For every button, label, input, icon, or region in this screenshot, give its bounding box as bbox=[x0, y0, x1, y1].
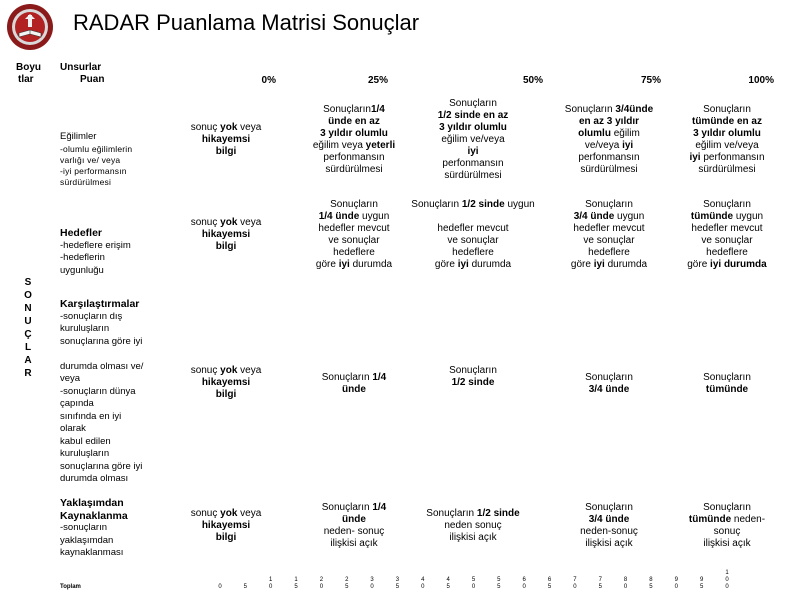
text-line: hedeflere bbox=[588, 247, 630, 258]
text-line: Sonuçların 1/4 bbox=[321, 372, 387, 383]
dimension-header-line1: Boyu bbox=[16, 62, 41, 73]
text-line: hikayemsi bbox=[201, 134, 251, 145]
cell-trends-25 bbox=[290, 104, 418, 176]
text-line: Sonuçların 1/2 sinde uygun bbox=[411, 199, 535, 210]
text-line: Sonuçların 1/2 sinde bbox=[426, 508, 520, 519]
text-line: eğilim veya yeterli bbox=[312, 140, 396, 151]
total-tick: 8 0 bbox=[623, 577, 628, 590]
total-tick: 1 0 bbox=[269, 577, 273, 590]
cell-trends-0 bbox=[178, 122, 274, 158]
text-line: olumlu eğilim bbox=[578, 128, 640, 139]
dimension-header-line2: tlar bbox=[18, 74, 34, 85]
text-line: tümünde bbox=[705, 384, 749, 395]
criterion-description bbox=[60, 311, 170, 486]
text-line: hikayemsi bbox=[201, 377, 251, 388]
text-line: göre iyi durumda bbox=[570, 259, 648, 270]
cell-approach-25 bbox=[290, 502, 418, 550]
cell-targets-75 bbox=[555, 199, 663, 271]
total-tick: 6 0 bbox=[522, 577, 526, 590]
total-tick: 3 5 bbox=[395, 577, 400, 590]
percent-75-header: 75% bbox=[640, 75, 661, 86]
text-line: bilgi bbox=[215, 532, 237, 543]
text-line: 3 yıldır olumlu bbox=[693, 128, 761, 139]
side-letter: N bbox=[24, 303, 32, 314]
text-line: kuruluşların bbox=[60, 448, 110, 459]
criterion-description bbox=[60, 240, 170, 278]
text-line: uygunluğu bbox=[60, 264, 104, 276]
text-line: hedefler mevcut bbox=[573, 223, 645, 234]
text-line: tümünde uygun bbox=[690, 211, 764, 222]
text-line: göre iyi durumda bbox=[315, 259, 393, 270]
cell-trends-50 bbox=[418, 98, 528, 182]
text-line: göre iyi durumda bbox=[687, 259, 767, 270]
total-tick: 7 0 bbox=[573, 577, 577, 590]
total-tick: 4 0 bbox=[421, 577, 425, 590]
total-tick: 0 bbox=[218, 584, 222, 590]
text-line: veya bbox=[60, 373, 81, 384]
text-line: -sonuçların dış bbox=[60, 310, 123, 322]
text-line: iyi bbox=[467, 146, 479, 157]
cell-targets-100 bbox=[675, 199, 779, 271]
text-line: ve sonuçlar bbox=[583, 235, 635, 246]
cell-comparisons-75 bbox=[555, 372, 663, 396]
criterion-trends bbox=[60, 131, 170, 188]
text-line: göre iyi durumda bbox=[434, 259, 512, 270]
text-line: çapında bbox=[60, 398, 94, 409]
text-line: sürdürülmesi bbox=[698, 164, 756, 175]
text-line: hedeflere bbox=[706, 247, 748, 258]
text-line: 3 yıldır olumlu bbox=[320, 128, 388, 139]
text-line: ve sonuçlar bbox=[328, 235, 380, 246]
text-line: ve/veya iyi bbox=[584, 140, 634, 151]
text-line: neden-sonuç bbox=[580, 526, 638, 537]
text-line: 3/4 ünde bbox=[588, 384, 630, 395]
side-letter: U bbox=[24, 316, 32, 327]
text-line: perfonmansın bbox=[578, 152, 640, 163]
text-line: ve sonuçlar bbox=[701, 235, 753, 246]
text-line: bilgi bbox=[215, 389, 237, 400]
text-line: hedefler mevcut bbox=[318, 223, 390, 234]
text-line: sonuçlarına göre iyi bbox=[60, 460, 143, 472]
page-title: RADAR Puanlama Matrisi Sonuçlar bbox=[73, 10, 420, 35]
criterion-title: Yaklaşımdan Kaynaklanma bbox=[60, 497, 128, 522]
text-line: 3/4 ünde bbox=[588, 514, 630, 525]
percent-25-header: 25% bbox=[367, 75, 388, 86]
text-line bbox=[400, 211, 546, 223]
text-line: tümünde en az bbox=[691, 116, 762, 127]
text-line: ilişkisi açık bbox=[330, 538, 378, 549]
side-letter: O bbox=[24, 290, 32, 301]
total-tick: 5 0 bbox=[471, 577, 476, 590]
total-tick: 8 5 bbox=[649, 577, 653, 590]
text-line: hedeflere bbox=[452, 247, 494, 258]
text-line: Sonuçların bbox=[330, 199, 378, 210]
cell-approach-50 bbox=[408, 508, 538, 544]
side-label-results bbox=[20, 276, 36, 380]
cell-approach-0 bbox=[178, 508, 274, 544]
text-line: 3/4 ünde uygun bbox=[573, 211, 645, 222]
total-tick: 1 5 bbox=[294, 577, 298, 590]
text-line: ilişkisi açık bbox=[449, 532, 497, 543]
total-tick: 4 5 bbox=[446, 577, 450, 590]
cell-comparisons-50 bbox=[418, 365, 528, 389]
total-tick: 9 0 bbox=[674, 577, 678, 590]
text-line: sonuç yok veya bbox=[190, 365, 262, 376]
text-line: sınıfında en iyi bbox=[60, 410, 122, 422]
text-line: ilişkisi açık bbox=[585, 538, 633, 549]
side-letter: Ç bbox=[24, 329, 32, 340]
text-line: bilgi bbox=[215, 146, 237, 157]
text-line: sonuç yok veya bbox=[190, 508, 262, 519]
institution-logo bbox=[6, 3, 54, 51]
percent-0-header: 0% bbox=[261, 75, 276, 86]
text-line: hedefler mevcut bbox=[437, 223, 509, 234]
text-line: tümünde neden- bbox=[688, 514, 766, 525]
text-line: Sonuçların bbox=[585, 372, 633, 383]
text-line: durumda olması bbox=[60, 473, 129, 484]
text-line: sürdürülmesi bbox=[60, 176, 112, 187]
side-letter: S bbox=[24, 277, 32, 288]
text-line: Sonuçların1/4 bbox=[323, 104, 385, 115]
text-line: sürdürülmesi bbox=[444, 170, 502, 181]
elements-header: Unsurlar bbox=[60, 62, 102, 73]
total-tick: 1 0 0 bbox=[725, 570, 729, 590]
text-line: 1/2 sinde en az bbox=[437, 110, 509, 121]
criterion-comparisons bbox=[60, 298, 170, 486]
text-line: Sonuçların bbox=[703, 372, 751, 383]
text-line: olarak bbox=[60, 423, 86, 434]
total-tick: 3 0 bbox=[370, 577, 374, 590]
criterion-description bbox=[60, 144, 170, 188]
text-line: -hedeflere erişim bbox=[60, 239, 131, 251]
text-line: ve sonuçlar bbox=[447, 235, 499, 246]
text-line: sonuç yok veya bbox=[190, 122, 262, 133]
text-line: kuruluşların bbox=[60, 323, 110, 334]
total-tick: 9 5 bbox=[699, 577, 704, 590]
text-line: -sonuçların bbox=[60, 522, 107, 533]
criterion-title: Eğilimler bbox=[60, 131, 97, 142]
text-line: durumda olması ve/ bbox=[60, 360, 144, 372]
text-line: Sonuçların bbox=[703, 199, 751, 210]
text-line: hedefler mevcut bbox=[691, 223, 763, 234]
text-line: bilgi bbox=[215, 241, 237, 252]
text-line: sonuç yok veya bbox=[190, 217, 262, 228]
text-line: varlığı ve/ veya bbox=[60, 154, 121, 165]
text-line: Sonuçların bbox=[703, 104, 751, 115]
text-line: 3 yıldır olumlu bbox=[439, 122, 507, 133]
total-tick: 5 bbox=[243, 584, 248, 590]
text-line: neden- sonuç bbox=[323, 526, 385, 537]
cell-approach-75 bbox=[555, 502, 663, 550]
cell-comparisons-100 bbox=[675, 372, 779, 396]
side-letter: L bbox=[24, 342, 32, 353]
text-line: ünde bbox=[342, 514, 366, 525]
total-tick: 6 5 bbox=[547, 577, 552, 590]
text-line: Sonuçların bbox=[449, 365, 497, 376]
cell-comparisons-25 bbox=[290, 372, 418, 396]
text-line: Sonuçların bbox=[449, 98, 497, 109]
total-tick: 7 5 bbox=[598, 577, 602, 590]
text-line: perfonmansın bbox=[442, 158, 504, 169]
total-tick: 5 5 bbox=[497, 577, 501, 590]
text-line: Sonuçların 3/4ünde bbox=[564, 104, 654, 115]
cell-approach-100 bbox=[675, 502, 779, 550]
text-line: sürdürülmesi bbox=[325, 164, 383, 175]
cell-targets-0 bbox=[178, 217, 274, 253]
percent-100-header: 100% bbox=[748, 75, 774, 86]
text-line: -iyi performansın bbox=[60, 165, 127, 176]
text-line: -sonuçların dünya bbox=[60, 385, 136, 397]
total-label: Toplam bbox=[60, 584, 81, 590]
text-line: sonuç bbox=[713, 526, 741, 537]
text-line: iyi perfonmansın bbox=[689, 152, 765, 163]
side-letter: A bbox=[24, 355, 32, 366]
text-line: Sonuçların bbox=[585, 502, 633, 513]
criterion-description bbox=[60, 522, 160, 560]
text-line: Sonuçların bbox=[585, 199, 633, 210]
text-line: Sonuçların 1/4 bbox=[321, 502, 387, 513]
total-tick: 2 0 bbox=[319, 577, 324, 590]
criterion-title: Hedefler bbox=[60, 227, 103, 239]
text-line: hedeflere bbox=[333, 247, 375, 258]
text-line: 1/4 ünde uygun bbox=[318, 211, 390, 222]
text-line: sürdürülmesi bbox=[580, 164, 638, 175]
text-line: ilişkisi açık bbox=[703, 538, 751, 549]
total-tick: 2 5 bbox=[345, 577, 349, 590]
text-line bbox=[60, 348, 170, 361]
text-line: Sonuçların bbox=[703, 502, 751, 513]
cell-comparisons-0 bbox=[178, 365, 274, 401]
text-line: 1/2 sinde bbox=[451, 377, 495, 388]
side-letter: R bbox=[24, 368, 32, 379]
text-line: hikayemsi bbox=[201, 520, 251, 531]
text-line: ünde bbox=[342, 384, 366, 395]
text-line: neden sonuç bbox=[444, 520, 502, 531]
text-line: sonuçlarına göre iyi bbox=[60, 335, 143, 347]
text-line: -olumlu eğilimlerin bbox=[60, 143, 133, 154]
score-header: Puan bbox=[80, 74, 105, 85]
cell-trends-75 bbox=[555, 104, 663, 176]
text-line: eğilim ve/veya bbox=[441, 134, 505, 145]
cell-trends-100 bbox=[675, 104, 779, 176]
text-line: ünde en az bbox=[328, 116, 380, 127]
text-line: eğilim ve/veya bbox=[695, 140, 759, 151]
text-line: -hedeflerin bbox=[60, 252, 105, 263]
text-line: yaklaşımdan bbox=[60, 534, 114, 546]
text-line: en az 3 yıldır bbox=[578, 116, 640, 127]
criterion-title: Karşılaştırmalar bbox=[60, 298, 140, 310]
text-line: hikayemsi bbox=[201, 229, 251, 240]
text-line: perfonmansın bbox=[323, 152, 385, 163]
cell-targets-25 bbox=[290, 199, 418, 271]
text-line: kabul edilen bbox=[60, 435, 111, 447]
text-line: kaynaklanması bbox=[60, 547, 124, 558]
percent-50-header: 50% bbox=[522, 75, 543, 86]
criterion-targets bbox=[60, 227, 170, 277]
criterion-approach-origin bbox=[60, 497, 160, 560]
cell-targets-50 bbox=[400, 199, 546, 271]
